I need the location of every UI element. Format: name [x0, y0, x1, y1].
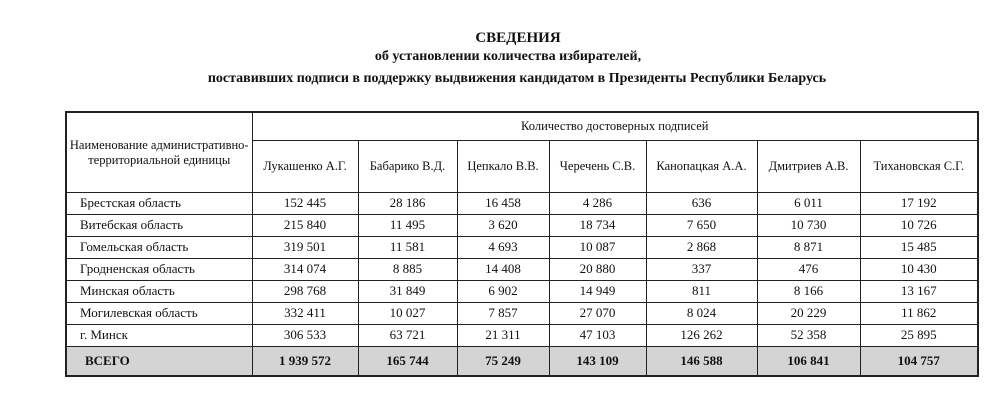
signature-count: 332 411 [252, 302, 358, 324]
total-count: 143 109 [549, 346, 646, 376]
signature-count: 31 849 [358, 280, 457, 302]
candidate-header: Дмитриев А.В. [757, 140, 860, 192]
signature-count: 17 192 [860, 192, 978, 214]
signature-count: 636 [646, 192, 757, 214]
table-row [66, 324, 978, 346]
signature-count: 10 027 [358, 302, 457, 324]
candidate-header: Тихановская С.Г. [860, 140, 978, 192]
signature-count: 337 [646, 258, 757, 280]
signature-count: 8 871 [757, 236, 860, 258]
signature-count: 7 650 [646, 214, 757, 236]
signature-count: 14 949 [549, 280, 646, 302]
signature-count: 63 721 [358, 324, 457, 346]
signature-count: 811 [646, 280, 757, 302]
signature-count: 476 [757, 258, 860, 280]
total-count: 165 744 [358, 346, 457, 376]
document-title: СВЕДЕНИЯ [475, 30, 561, 46]
signature-count: 4 286 [549, 192, 646, 214]
table-row [66, 236, 978, 258]
signature-count: 2 868 [646, 236, 757, 258]
signature-count: 27 070 [549, 302, 646, 324]
signature-count: 11 495 [358, 214, 457, 236]
signature-count: 10 726 [860, 214, 978, 236]
candidate-header: Лукашенко А.Г. [252, 140, 358, 192]
signature-count: 21 311 [457, 324, 549, 346]
signature-count: 28 186 [358, 192, 457, 214]
signature-count: 306 533 [252, 324, 358, 346]
signature-count: 11 862 [860, 302, 978, 324]
total-count: 106 841 [757, 346, 860, 376]
table-row [66, 192, 978, 214]
signature-count: 126 262 [646, 324, 757, 346]
candidate-header: Цепкало В.В. [457, 140, 549, 192]
signature-count: 20 880 [549, 258, 646, 280]
signature-count: 52 358 [757, 324, 860, 346]
table-row [66, 280, 978, 302]
signature-count: 10 430 [860, 258, 978, 280]
table-row [66, 214, 978, 236]
signature-count: 8 166 [757, 280, 860, 302]
total-count: 146 588 [646, 346, 757, 376]
region-name: Гродненская область [66, 258, 252, 280]
signature-count: 8 024 [646, 302, 757, 324]
signature-count: 14 408 [457, 258, 549, 280]
unit-column-header: Наименование административно-территориальной единицы [66, 112, 252, 192]
table-row [66, 302, 978, 324]
table-body [66, 192, 978, 376]
total-count: 104 757 [860, 346, 978, 376]
signature-count: 314 074 [252, 258, 358, 280]
document-subtitle-2: поставивших подписи в поддержку выдвижения кандидатом в Президенты Республики Беларусь [207, 71, 827, 86]
table-row [66, 258, 978, 280]
signature-count: 20 229 [757, 302, 860, 324]
region-name: Минская область [66, 280, 252, 302]
signature-count: 215 840 [252, 214, 358, 236]
signature-count: 6 011 [757, 192, 860, 214]
region-name: Гомельская область [66, 236, 252, 258]
signature-count: 7 857 [457, 302, 549, 324]
document-subtitle-1: об установлении количества избирателей, [374, 49, 642, 64]
signatures-table [65, 111, 979, 377]
total-label: ВСЕГО [66, 346, 252, 376]
candidate-header: Канопацкая А.А. [646, 140, 757, 192]
total-count: 1 939 572 [252, 346, 358, 376]
signature-count: 319 501 [252, 236, 358, 258]
candidate-header: Черечень С.В. [549, 140, 646, 192]
candidate-header: Бабарико В.Д. [358, 140, 457, 192]
signature-count: 18 734 [549, 214, 646, 236]
signature-count: 298 768 [252, 280, 358, 302]
region-name: Витебская область [66, 214, 252, 236]
signature-count: 8 885 [358, 258, 457, 280]
valid-signatures-header: Количество достоверных подписей [252, 112, 978, 140]
signature-count: 13 167 [860, 280, 978, 302]
region-name: г. Минск [66, 324, 252, 346]
signature-count: 47 103 [549, 324, 646, 346]
total-count: 75 249 [457, 346, 549, 376]
region-name: Могилевская область [66, 302, 252, 324]
signature-count: 6 902 [457, 280, 549, 302]
signature-count: 4 693 [457, 236, 549, 258]
total-row [66, 346, 978, 376]
signature-count: 25 895 [860, 324, 978, 346]
signature-count: 10 730 [757, 214, 860, 236]
signature-count: 11 581 [358, 236, 457, 258]
signature-count: 10 087 [549, 236, 646, 258]
signature-count: 15 485 [860, 236, 978, 258]
signature-count: 152 445 [252, 192, 358, 214]
signature-count: 16 458 [457, 192, 549, 214]
signature-count: 3 620 [457, 214, 549, 236]
region-name: Брестская область [66, 192, 252, 214]
